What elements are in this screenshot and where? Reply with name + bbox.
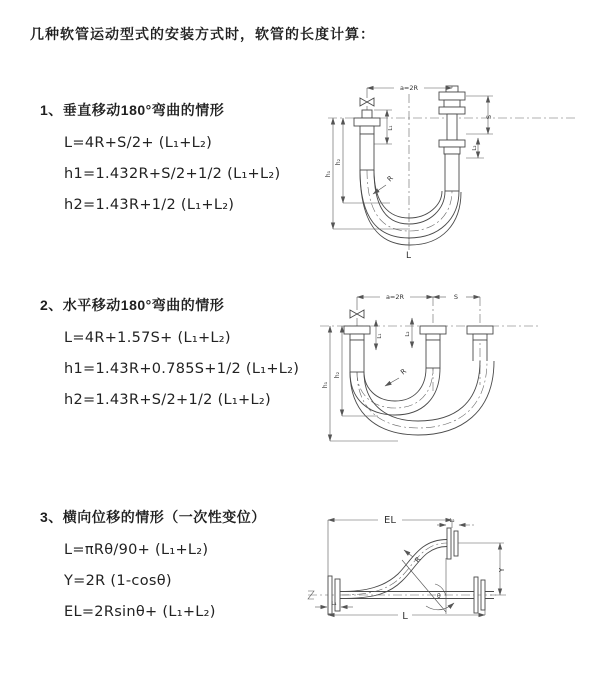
dim-label-s: S <box>485 114 493 120</box>
dim-label-h2: h₂ <box>335 158 342 166</box>
left-leg <box>354 88 380 170</box>
formula-line: L=4R+S/2+ (L₁+L₂) <box>64 135 213 151</box>
diagram-1-svg <box>310 72 600 267</box>
diagram-2-svg <box>306 283 598 463</box>
dim-label-l: L <box>402 611 408 622</box>
section-horizontal-movement <box>40 295 320 408</box>
hose-curves <box>350 361 494 435</box>
dim-label-span: a=2R <box>399 84 419 92</box>
flange-plate <box>354 118 380 126</box>
flange-plate <box>439 140 465 147</box>
radius-label: R <box>413 555 423 565</box>
dim-label-l1: L₁ <box>377 333 383 339</box>
right-leg <box>439 86 465 191</box>
section-1-heading: 1、垂直移动180°弯曲的情形 <box>40 102 225 118</box>
section-2-heading: 2、水平移动180°弯曲的情形 <box>40 297 225 313</box>
dim-label-l2: L₂ <box>472 145 478 151</box>
braided-hose-section <box>350 340 364 372</box>
diagram-3-svg <box>296 496 598 644</box>
flange-plate <box>439 92 465 100</box>
valve-icon <box>350 310 364 318</box>
dim-label-h2: h₂ <box>334 371 341 379</box>
angle-label: θ <box>437 593 441 600</box>
dim-label-l1: L₁ <box>331 601 337 607</box>
dim-label-y: Y <box>498 567 506 573</box>
middle-leg <box>420 326 446 368</box>
hose-curves <box>340 540 447 599</box>
radius-label: R <box>385 174 395 184</box>
dim-label-l2: L₂ <box>405 331 411 337</box>
left-leg <box>344 297 370 372</box>
diagram-horizontal-180-bend <box>306 283 598 463</box>
dim-label-el: EL <box>384 515 396 526</box>
flange-plate <box>439 107 465 114</box>
formula-line: Y=2R (1-cosθ) <box>64 573 172 589</box>
flange-plate <box>420 326 446 334</box>
flange-neck <box>360 126 374 134</box>
dim-label-h1: h₁ <box>322 381 329 389</box>
dim-label-l2: L₂ <box>449 518 455 524</box>
formula-line: L=4R+1.57S+ (L₁+L₂) <box>64 330 231 346</box>
flange-neck <box>473 334 487 340</box>
dim-label-h1: h₁ <box>325 170 332 178</box>
section-lateral-displacement <box>40 507 320 620</box>
dim-label-s: S <box>453 293 459 301</box>
radius-label: R <box>399 367 409 377</box>
section-3-heading: 3、横向位移的情形（一次性变位） <box>40 509 266 525</box>
flange-neck <box>444 147 460 154</box>
valve-icon <box>360 98 374 106</box>
section-3-formulas <box>64 542 320 620</box>
flange-neck <box>444 100 460 107</box>
braided-hose-section <box>360 134 374 170</box>
formula-line: h2=1.43R+S/2+1/2 (L₁+L₂) <box>64 392 271 408</box>
pipe-section <box>447 114 457 140</box>
braided-hose-section <box>445 154 459 191</box>
dim-label-l1: L₁ <box>388 125 394 131</box>
formula-line: L=πRθ/90+ (L₁+L₂) <box>64 542 209 558</box>
formula-line: h2=1.43R+1/2 (L₁+L₂) <box>64 197 235 213</box>
formula-line: EL=2Rsinθ+ (L₁+L₂) <box>64 604 216 620</box>
dim-label-l: L <box>406 251 412 261</box>
page-title: 几种软管运动型式的安装方式时，软管的长度计算： <box>30 26 375 42</box>
flange-neck <box>350 334 364 340</box>
flange-neck <box>426 334 440 340</box>
section-1-formulas <box>64 135 320 213</box>
section-vertical-movement <box>40 100 320 213</box>
diagram-lateral-displacement <box>296 496 598 644</box>
formula-line: h1=1.43R+0.785S+1/2 (L₁+L₂) <box>64 361 300 377</box>
diagram-vertical-180-bend <box>310 72 600 267</box>
flange-plate <box>467 326 493 334</box>
flange-plate <box>344 326 370 334</box>
formula-line: h1=1.432R+S/2+1/2 (L₁+L₂) <box>64 166 281 182</box>
section-2-formulas <box>64 330 320 408</box>
pipe-stub <box>362 110 372 118</box>
braided-hose-section <box>426 340 440 368</box>
dim-label-span: a=2R <box>385 293 405 301</box>
upper-right-flange <box>447 528 458 559</box>
